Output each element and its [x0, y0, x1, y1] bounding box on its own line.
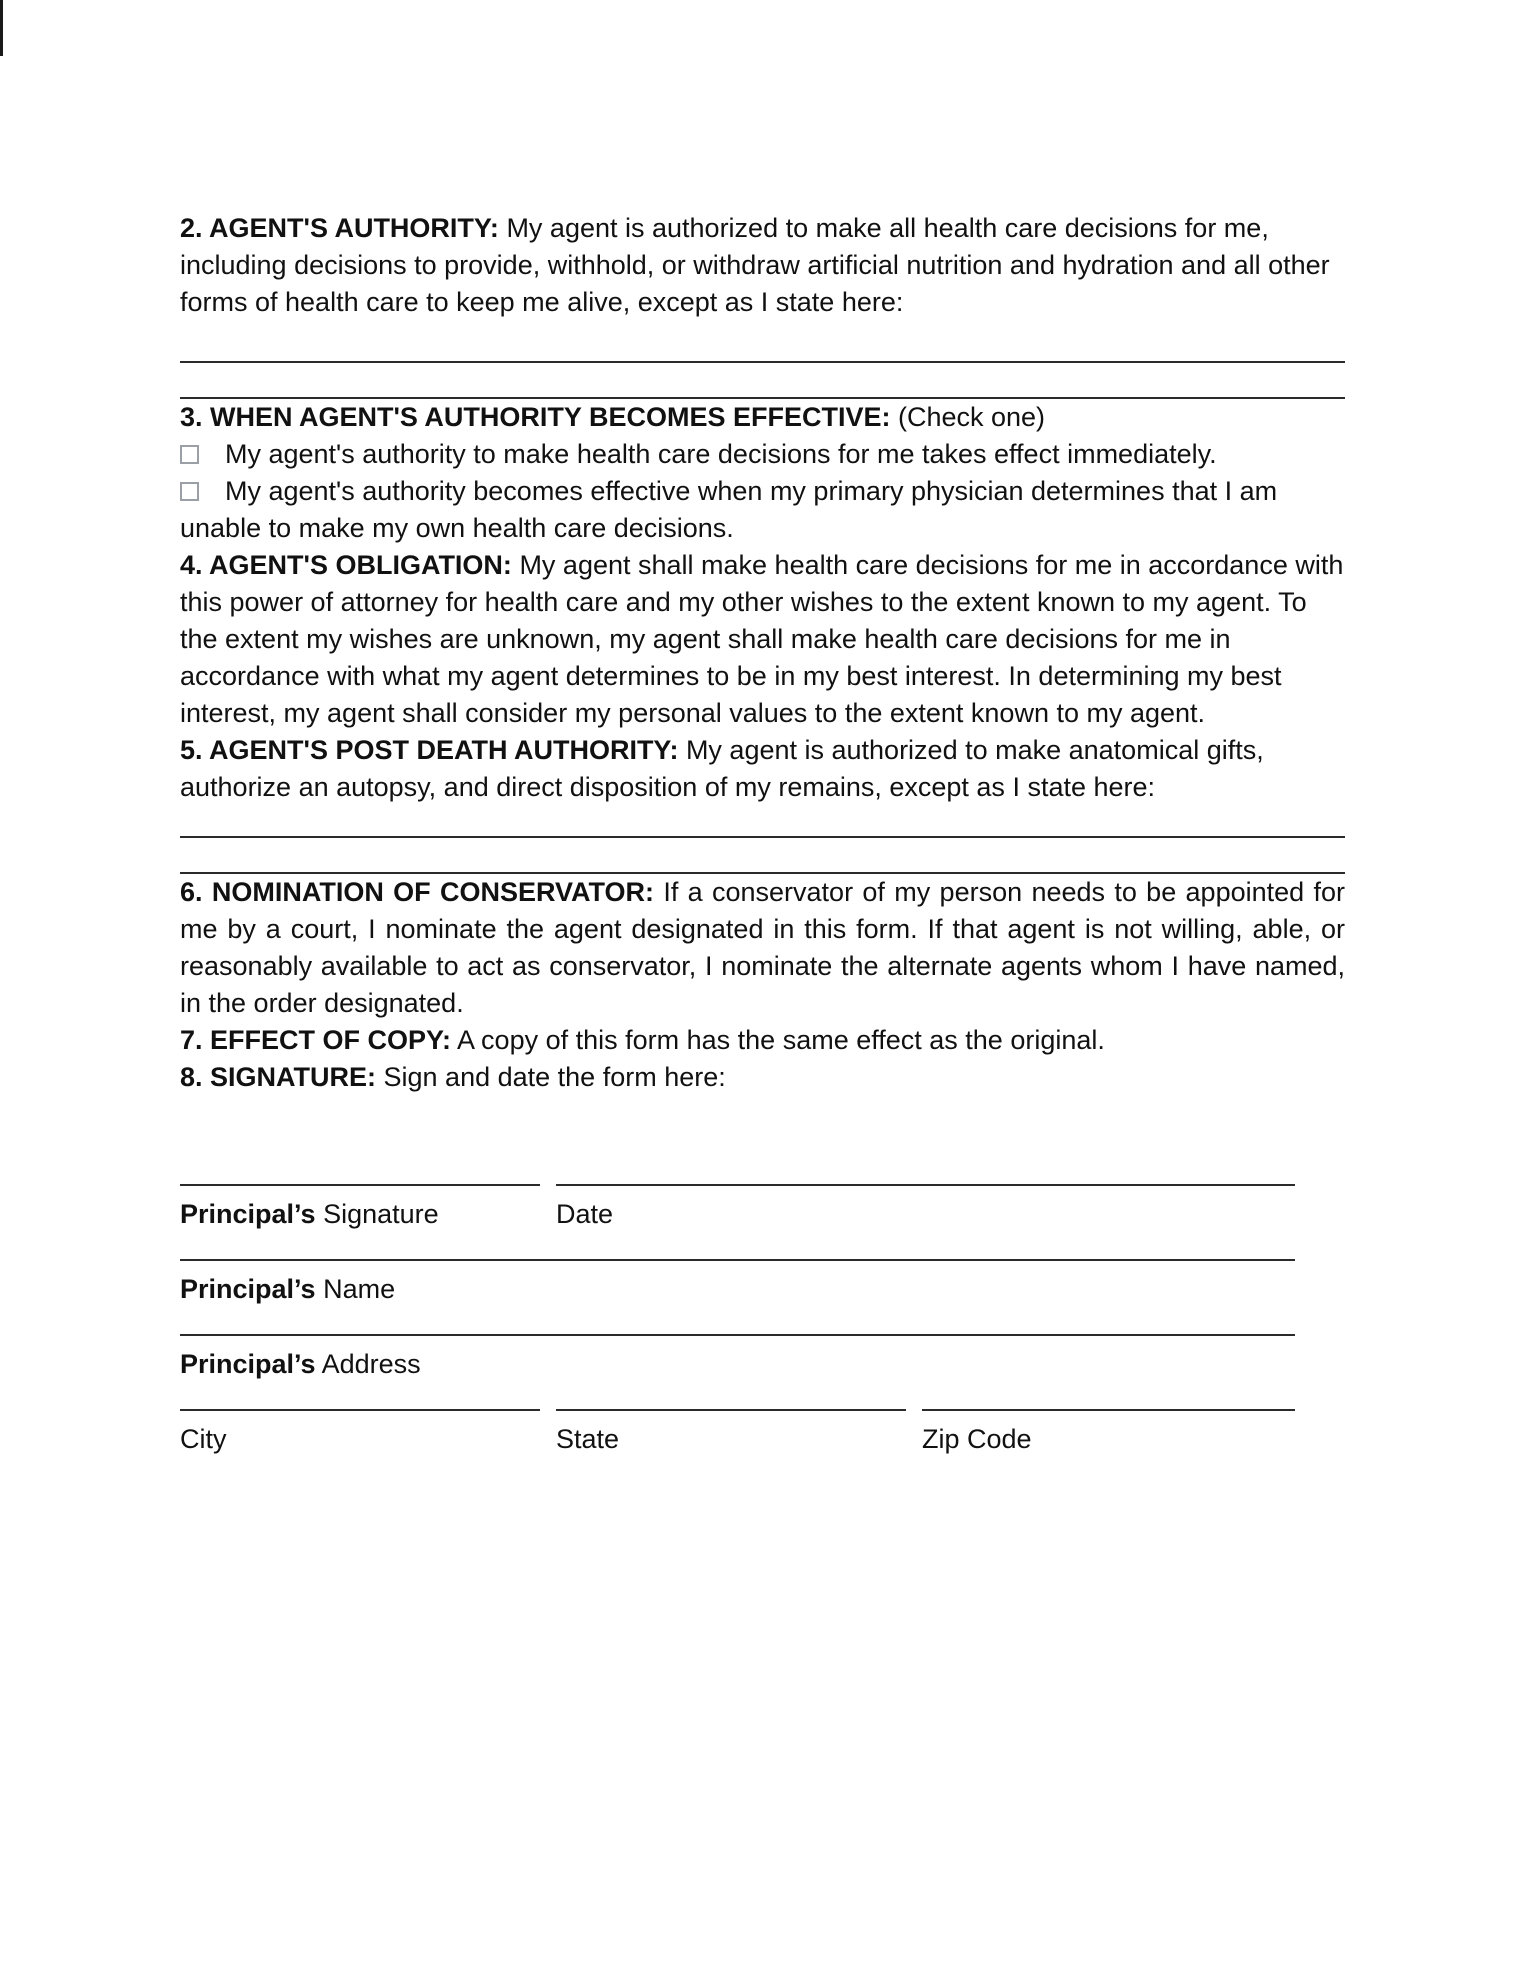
section-2-text: My agent is authorized to make all health care decisions for me, including decisions to provide, withhold, or withdraw artificial nutrition and hydration and all other forms of health care to keep me alive, except as I state here: [180, 213, 1330, 317]
state-cell [556, 1409, 906, 1458]
section-4-text: My agent shall make health care decisions for me in accordance with this power of attorney for health care and my other wishes to the extent known to my agent. To the extent my wishes are unknown, my agent shall make health care decisions for me in accordance with what my agent determines to be in my best interest. In determining my best interest, my agent shall consider my personal values to the extent known to my agent. [180, 550, 1344, 728]
signature-label-text: Signature [315, 1199, 439, 1229]
effective-option-immediately [180, 436, 1345, 473]
principal-address-line[interactable] [180, 1334, 1295, 1336]
principal-bold-text: Principal’s [180, 1199, 316, 1229]
section-4-label: 4. AGENT'S OBLIGATION: [180, 550, 512, 580]
section-3-check-one: (Check one) [890, 402, 1046, 432]
city-line[interactable] [180, 1409, 540, 1411]
zip-cell [922, 1409, 1295, 1458]
effective-option-immediately-label: My agent's authority to make health care decisions for me takes effect immediately. [225, 439, 1217, 469]
section-3-effective-heading [180, 399, 1345, 436]
section-7-label: 7. EFFECT OF COPY: [180, 1025, 452, 1055]
section-5-post-death-authority [180, 732, 1345, 806]
effective-option-physician-label: My agent's authority becomes effective when my primary physician determines that I am unable to make my own health care decisions. [180, 476, 1278, 543]
address-label-text: Address [315, 1349, 421, 1379]
signature-block [180, 1184, 1345, 1458]
name-label-text: Name [315, 1274, 396, 1304]
city-cell [180, 1409, 540, 1458]
section-8-text: Sign and date the form here: [376, 1062, 726, 1092]
date-label: Date [556, 1199, 614, 1229]
principal-address-cell [180, 1334, 1295, 1383]
section-7-effect-of-copy [180, 1022, 1345, 1059]
section-6-label: 6. NOMINATION OF CONSERVATOR: [180, 877, 654, 907]
signature-date-row [180, 1184, 1295, 1233]
section-5-text: My agent is authorized to make anatomical gifts, authorize an autopsy, and direct disposition of my remains, except as I state here: [180, 735, 1264, 802]
section-8-label: 8. SIGNATURE: [180, 1062, 377, 1092]
agents-authority-exception-line-1[interactable] [180, 361, 1345, 363]
section-6-nomination-of-conservator [180, 874, 1345, 1022]
city-state-zip-row [180, 1409, 1295, 1458]
section-5-label: 5. AGENT'S POST DEATH AUTHORITY: [180, 735, 679, 765]
checkbox-immediately-icon[interactable] [180, 445, 199, 464]
section-3-label: 3. WHEN AGENT'S AUTHORITY BECOMES EFFECTIVE: [180, 402, 891, 432]
section-2-agents-authority [180, 210, 1345, 321]
principal-bold-text: Principal’s [180, 1349, 316, 1379]
effective-option-physician [180, 473, 1345, 547]
principal-address-row [180, 1334, 1295, 1383]
principal-signature-label [180, 1196, 540, 1233]
date-line[interactable] [556, 1184, 1295, 1186]
principal-address-label [180, 1346, 1295, 1383]
principal-bold-text: Principal’s [180, 1274, 316, 1304]
city-label: City [180, 1424, 227, 1454]
scan-artifact [0, 0, 3, 56]
state-line[interactable] [556, 1409, 906, 1411]
principal-signature-line[interactable] [180, 1184, 540, 1186]
principal-name-label [180, 1271, 1295, 1308]
zip-label: Zip Code [922, 1424, 1032, 1454]
principal-name-row [180, 1259, 1295, 1308]
principal-name-cell [180, 1259, 1295, 1308]
section-2-label: 2. AGENT'S AUTHORITY: [180, 213, 499, 243]
section-7-text: A copy of this form has the same effect as the original. [451, 1025, 1105, 1055]
principal-name-line[interactable] [180, 1259, 1295, 1261]
state-label: State [556, 1424, 620, 1454]
principal-signature-cell [180, 1184, 540, 1233]
section-6-text: If a conservator of my person needs to be appointed for me by a court, I nominate the agent designated in this form. If that agent is not willing, able, or reasonably available to act as conservator, I nominate the alternate agents whom I have named, in the order designated. [180, 877, 1345, 1018]
date-cell [556, 1184, 1295, 1233]
section-4-agents-obligation [180, 547, 1345, 732]
zip-line[interactable] [922, 1409, 1295, 1411]
checkbox-physician-icon[interactable] [180, 482, 199, 501]
section-8-signature [180, 1059, 1345, 1096]
post-death-exception-line-1[interactable] [180, 836, 1345, 838]
